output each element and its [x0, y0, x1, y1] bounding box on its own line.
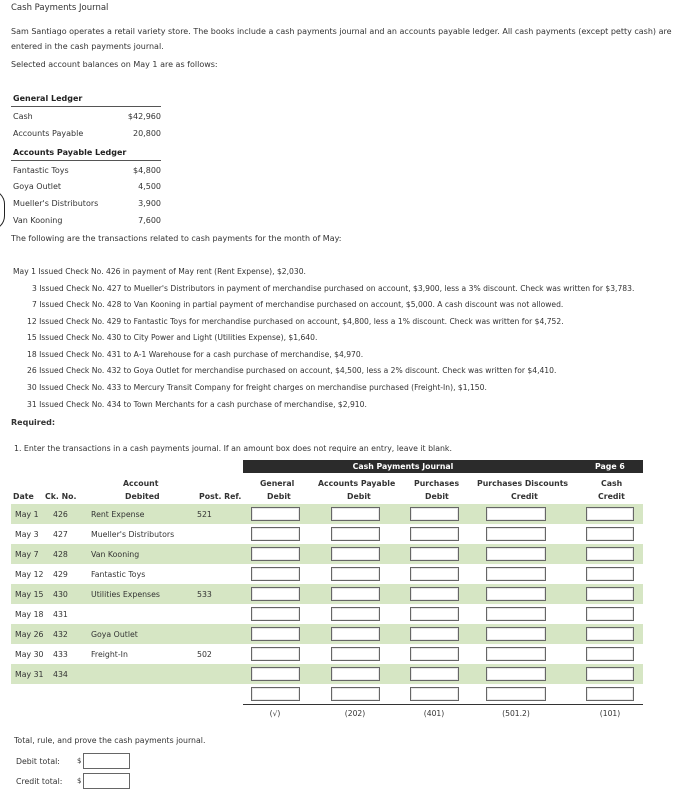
purchases-debit-input[interactable] [410, 647, 459, 661]
purchases-discounts-credit-input[interactable] [486, 627, 546, 641]
ap-debit-input[interactable] [331, 687, 380, 701]
row-check-number: 428 [53, 550, 68, 559]
transaction-line: 12 Issued Check No. 429 to Fantastic Toys for merchandise purchased on account, $4,800, less a 1% discount. Check was written for $4,752. [27, 317, 564, 326]
general-debit-input[interactable] [251, 607, 300, 621]
general-debit-input[interactable] [251, 527, 300, 541]
row-check-number: 434 [53, 670, 68, 679]
header-purchases-1: Purchases [414, 479, 460, 488]
bracket-decoration [0, 190, 5, 230]
totals-row [11, 684, 643, 704]
purchases-debit-input[interactable] [410, 527, 459, 541]
credit-total-input[interactable] [83, 773, 130, 789]
cash-credit-input[interactable] [586, 687, 634, 701]
purchases-discounts-credit-input[interactable] [486, 667, 546, 681]
header-purchases-2: Debit [425, 492, 449, 501]
row-check-number: 430 [53, 590, 68, 599]
purchases-debit-input[interactable] [410, 687, 459, 701]
cash-credit-input[interactable] [586, 547, 634, 561]
cash-credit-input[interactable] [586, 527, 634, 541]
row-post-ref: 521 [197, 510, 212, 519]
purchases-debit-input[interactable] [410, 507, 459, 521]
instruction-text: 1. Enter the transactions in a cash payments journal. If an amount box does not require an entry, leave it blank. [14, 444, 452, 453]
row-check-number: 432 [53, 630, 68, 639]
column-headers [11, 473, 643, 506]
posting-reference-label: (√) [269, 709, 281, 718]
row-date: May 7 [15, 550, 39, 559]
purchases-debit-input[interactable] [410, 567, 459, 581]
debit-total-label: Debit total: [16, 757, 60, 766]
table-row [11, 604, 643, 624]
row-date: May 12 [15, 570, 44, 579]
purchases-debit-input[interactable] [410, 547, 459, 561]
purchases-debit-input[interactable] [410, 607, 459, 621]
row-check-number: 427 [53, 530, 68, 539]
gl-name-cash: Cash [13, 112, 33, 121]
ap-name-fantastic-toys: Fantastic Toys [13, 166, 69, 175]
dollar-sign: $ [77, 777, 82, 785]
transaction-line: 26 Issued Check No. 432 to Goya Outlet for merchandise purchased on account, $4,500, less a 2% discount. Check was written for $4,410. [27, 366, 557, 375]
ap-value-van-kooning: 7,600 [138, 216, 161, 225]
general-debit-input[interactable] [251, 687, 300, 701]
row-date: May 31 [15, 670, 44, 679]
transaction-line: 18 Issued Check No. 431 to A-1 Warehouse for a cash purchase of merchandise, $4,970. [27, 350, 364, 359]
table-row [11, 524, 643, 544]
table-row [11, 544, 643, 564]
row-check-number: 431 [53, 610, 68, 619]
transactions-intro: The following are the transactions related to cash payments for the month of May: [11, 234, 342, 243]
header-account-1: Account [123, 479, 159, 488]
row-date: May 30 [15, 650, 44, 659]
purchases-discounts-credit-input[interactable] [486, 607, 546, 621]
ap-name-goya-outlet: Goya Outlet [13, 182, 62, 191]
row-date: May 3 [15, 530, 39, 539]
general-debit-input[interactable] [251, 567, 300, 581]
ap-name-van-kooning: Van Kooning [13, 216, 63, 225]
header-ck-no: Ck. No. [45, 492, 77, 501]
row-date: May 1 [15, 510, 39, 519]
purchases-discounts-credit-input[interactable] [486, 507, 546, 521]
cash-credit-input[interactable] [586, 507, 634, 521]
header-general-2: Debit [267, 492, 291, 501]
proof-text: Total, rule, and prove the cash payments journal. [14, 736, 206, 745]
header-general-1: General [260, 479, 295, 488]
ap-debit-input[interactable] [331, 567, 380, 581]
ap-debit-input[interactable] [331, 547, 380, 561]
row-check-number: 426 [53, 510, 68, 519]
row-account-debited: Freight-In [91, 650, 128, 659]
general-debit-input[interactable] [251, 547, 300, 561]
ap-debit-input[interactable] [331, 607, 380, 621]
header-account-2: Debited [125, 492, 160, 501]
row-check-number: 429 [53, 570, 68, 579]
gl-value-accounts-payable: 20,800 [133, 129, 161, 138]
ap-debit-input[interactable] [331, 647, 380, 661]
row-account-debited: Fantastic Toys [91, 570, 146, 579]
row-date: May 18 [15, 610, 44, 619]
dollar-sign: $ [77, 757, 82, 765]
intro-text: Sam Santiago operates a retail variety store. The books include a cash payments journal and an accounts payable ledger. All cash payments (except petty cash) are entered in the cash payments journal. [11, 27, 672, 51]
purchases-discounts-credit-input[interactable] [486, 647, 546, 661]
row-date: May 26 [15, 630, 44, 639]
ap-value-muellers: 3,900 [138, 199, 161, 208]
page-title: Cash Payments Journal [11, 3, 109, 13]
debit-total-input[interactable] [83, 753, 130, 769]
ap-debit-input[interactable] [331, 527, 380, 541]
ap-ledger-title: Accounts Payable Ledger [13, 148, 127, 157]
posting-reference-label: (401) [423, 709, 445, 718]
table-row [11, 564, 643, 584]
row-post-ref: 533 [197, 590, 212, 599]
posting-reference-label: (101) [599, 709, 621, 718]
general-debit-input[interactable] [251, 627, 300, 641]
ap-value-goya-outlet: 4,500 [138, 182, 161, 191]
ap-debit-input[interactable] [331, 507, 380, 521]
journal-title: Cash Payments Journal [352, 462, 454, 471]
transaction-line: 15 Issued Check No. 430 to City Power and Light (Utilities Expense), $1,640. [27, 333, 318, 342]
transaction-line: 31 Issued Check No. 434 to Town Merchants for a cash purchase of merchandise, $2,910. [27, 400, 367, 409]
cash-credit-input[interactable] [586, 627, 634, 641]
ledger-rule [11, 160, 161, 161]
table-row [11, 664, 643, 684]
header-cash-2: Credit [598, 492, 625, 501]
purchases-debit-input[interactable] [410, 667, 459, 681]
cash-credit-input[interactable] [586, 647, 634, 661]
header-ap-1: Accounts Payable [318, 479, 396, 488]
cash-credit-input[interactable] [586, 587, 634, 601]
ap-debit-input[interactable] [331, 587, 380, 601]
credit-total-label: Credit total: [16, 777, 63, 786]
row-check-number: 433 [53, 650, 68, 659]
posting-reference-label: (501.2) [502, 709, 530, 718]
header-pd-1: Purchases Discounts [477, 479, 569, 488]
ap-debit-input[interactable] [331, 627, 380, 641]
row-account-debited: Mueller's Distributors [91, 530, 175, 539]
row-account-debited: Goya Outlet [91, 630, 138, 639]
purchases-debit-input[interactable] [410, 627, 459, 641]
general-debit-input[interactable] [251, 587, 300, 601]
selected-balances-text: Selected account balances on May 1 are as follows: [11, 60, 218, 69]
table-row [11, 624, 643, 644]
purchases-discounts-credit-input[interactable] [486, 567, 546, 581]
cash-credit-input[interactable] [586, 567, 634, 581]
ledger-rule [11, 106, 161, 107]
gl-name-accounts-payable: Accounts Payable [13, 129, 84, 138]
purchases-discounts-credit-input[interactable] [486, 587, 546, 601]
purchases-discounts-credit-input[interactable] [486, 687, 546, 701]
row-account-debited: Rent Expense [91, 510, 145, 519]
table-row [11, 584, 643, 604]
cash-credit-input[interactable] [586, 667, 634, 681]
ap-debit-input[interactable] [331, 667, 380, 681]
header-date: Date [13, 492, 34, 501]
cash-credit-input[interactable] [586, 607, 634, 621]
table-row [11, 644, 643, 664]
header-ap-2: Debit [347, 492, 371, 501]
footer-rule [243, 704, 643, 705]
journal-header [11, 460, 643, 504]
table-row [11, 504, 643, 524]
required-label: Required: [11, 418, 56, 427]
header-post-ref: Post. Ref. [199, 492, 242, 501]
transaction-line: 7 Issued Check No. 428 to Van Kooning in partial payment of merchandise purchased on account, $5,000. A cash discount was not allowed. [32, 300, 564, 309]
general-ledger-title: General Ledger [13, 94, 83, 103]
posting-reference-label: (202) [344, 709, 366, 718]
header-cash-1: Cash [601, 479, 623, 488]
journal-page: Page 6 [595, 462, 625, 471]
general-debit-input[interactable] [251, 647, 300, 661]
general-debit-input[interactable] [251, 507, 300, 521]
row-account-debited: Utilities Expenses [91, 590, 160, 599]
purchases-debit-input[interactable] [410, 587, 459, 601]
ap-name-muellers: Mueller's Distributors [13, 199, 99, 208]
gl-value-cash: $42,960 [127, 112, 161, 121]
purchases-discounts-credit-input[interactable] [486, 547, 546, 561]
row-post-ref: 502 [197, 650, 212, 659]
row-date: May 15 [15, 590, 44, 599]
row-account-debited: Van Kooning [91, 550, 140, 559]
transaction-line: May 1 Issued Check No. 426 in payment of May rent (Rent Expense), $2,030. [13, 267, 306, 276]
purchases-discounts-credit-input[interactable] [486, 527, 546, 541]
transaction-line: 30 Issued Check No. 433 to Mercury Transit Company for freight charges on merchandise purchased (Freight-In), $1,150. [27, 383, 487, 392]
transaction-line: 3 Issued Check No. 427 to Mueller's Distributors in payment of merchandise purchased on account, $3,900, less a 3% discount. Check was written for $3,783. [32, 284, 635, 293]
general-debit-input[interactable] [251, 667, 300, 681]
header-pd-2: Credit [511, 492, 538, 501]
ap-value-fantastic-toys: $4,800 [133, 166, 161, 175]
